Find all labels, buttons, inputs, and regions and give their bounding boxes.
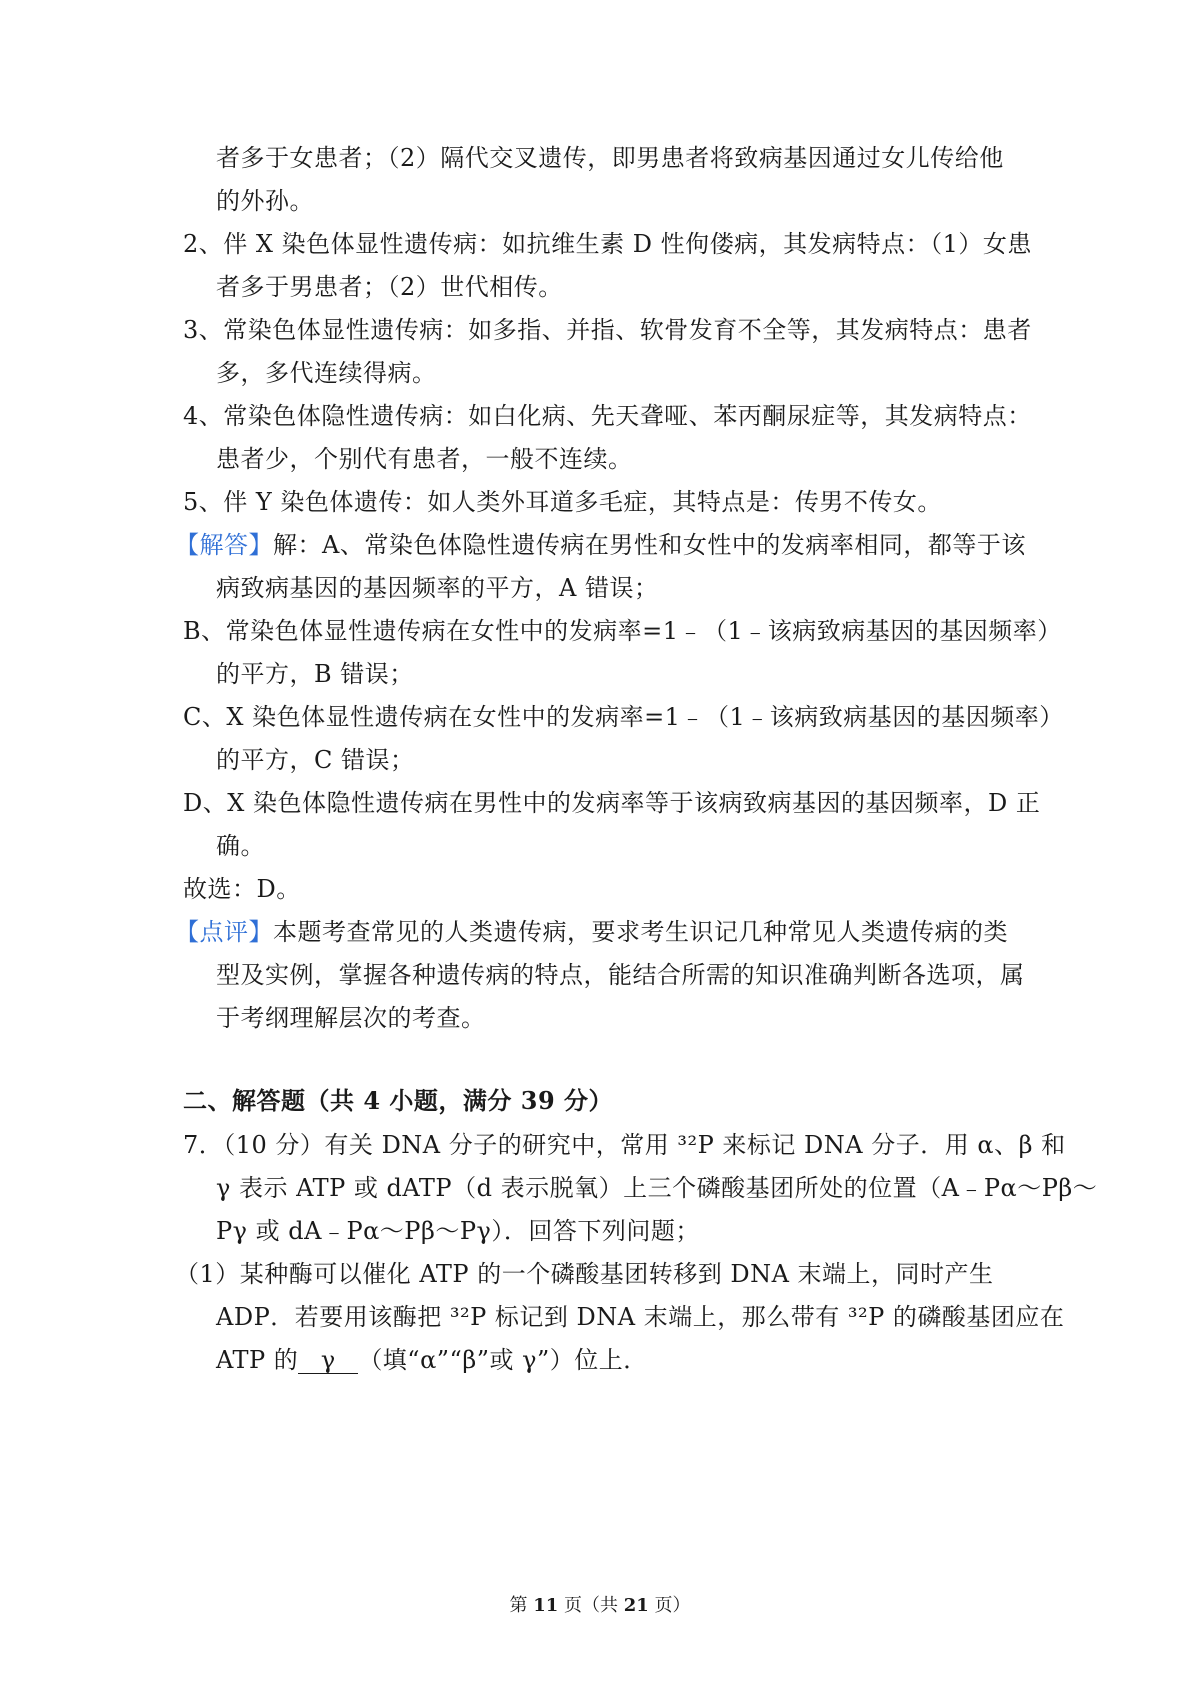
text-line: 5、伴 Y 染色体遗传：如人类外耳道多毛症，其特点是：传男不传女。 xyxy=(183,488,942,516)
footer-total-pages: 21 xyxy=(623,1595,649,1616)
comment-text: 本题考查常见的人类遗传病，要求考生识记几种常见人类遗传病的类 xyxy=(273,918,1008,946)
text-line: 的平方，B 错误； xyxy=(216,660,414,688)
text-line: 的外孙。 xyxy=(216,187,314,215)
question-text: （1）某种酶可以催化 ATP 的一个磷酸基团转移到 DNA 末端上，同时产生 xyxy=(175,1260,994,1288)
section-title: 二、解答题（共 4 小题，满分 39 分） xyxy=(183,1086,614,1115)
page-footer xyxy=(0,1594,1200,1618)
text-line: 患者少，个别代有患者，一般不连续。 xyxy=(216,445,633,473)
text-line: 4、常染色体隐性遗传病：如白化病、先天聋哑、苯丙酮尿症等，其发病特点： xyxy=(183,402,1032,430)
question-text: 7．（10 分）有关 DNA 分子的研究中，常用 ³²P 来标记 DNA 分子．用 α、β 和 xyxy=(183,1131,1066,1159)
answer-label: 【解答】 xyxy=(175,531,273,559)
answer-text: 解：A、常染色体隐性遗传病在男性和女性中的发病率相同，都等于该 xyxy=(273,531,1026,559)
text-line: C、X 染色体显性遗传病在女性中的发病率=1﹣（1﹣该病致病基因的基因频率） xyxy=(183,703,1064,731)
text-line: 于考纲理解层次的考查。 xyxy=(216,1004,486,1032)
text-line: 者多于女患者；（2）隔代交叉遗传，即男患者将致病基因通过女儿传给他 xyxy=(216,144,1004,172)
answer-choice: 故选：D。 xyxy=(183,875,301,903)
text-line: 多，多代连续得病。 xyxy=(216,359,437,387)
text-line: 型及实例，掌握各种遗传病的特点，能结合所需的知识准确判断各选项，属 xyxy=(216,961,1025,989)
text-line: D、X 染色体隐性遗传病在男性中的发病率等于该病致病基因的基因频率，D 正 xyxy=(183,789,1041,817)
text-line: 者多于男患者；（2）世代相传。 xyxy=(216,273,563,301)
question-text: Pγ 或 dA﹣Pα～Pβ～Pγ）．回答下列问题； xyxy=(216,1217,700,1245)
question-answer-line xyxy=(216,1345,648,1375)
text-line: 的平方，C 错误； xyxy=(216,746,415,774)
answer-prefix: ATP 的 xyxy=(216,1346,299,1374)
text-line: 3、常染色体显性遗传病：如多指、并指、软骨发育不全等，其发病特点：患者 xyxy=(183,316,1032,344)
footer-middle: 页（共 xyxy=(564,1595,618,1616)
text-line: 2、伴 X 染色体显性遗传病：如抗维生素 D 性佝偻病，其发病特点：（1）女患 xyxy=(183,230,1032,258)
answer-first-line xyxy=(175,530,1026,560)
footer-prefix: 第 xyxy=(509,1595,528,1616)
comment-first-line xyxy=(175,917,1008,947)
text-line: 病致病基因的基因频率的平方，A 错误； xyxy=(216,574,659,602)
answer-blank: γ xyxy=(298,1347,358,1374)
answer-suffix: （填“α”“β”或 γ”）位上． xyxy=(358,1346,648,1374)
comment-label: 【点评】 xyxy=(175,918,273,946)
question-text: ADP．若要用该酶把 ³²P 标记到 DNA 末端上，那么带有 ³²P 的磷酸基团应在 xyxy=(216,1303,1065,1331)
text-line: B、常染色体显性遗传病在女性中的发病率=1﹣（1﹣该病致病基因的基因频率） xyxy=(183,617,1062,645)
footer-page-number: 11 xyxy=(533,1595,559,1616)
text-line: 确。 xyxy=(216,832,265,860)
footer-suffix: 页） xyxy=(654,1595,691,1616)
question-text: γ 表示 ATP 或 dATP（d 表示脱氧）上三个磷酸基团所处的位置（A﹣Pα～Pβ～ xyxy=(216,1174,1098,1202)
